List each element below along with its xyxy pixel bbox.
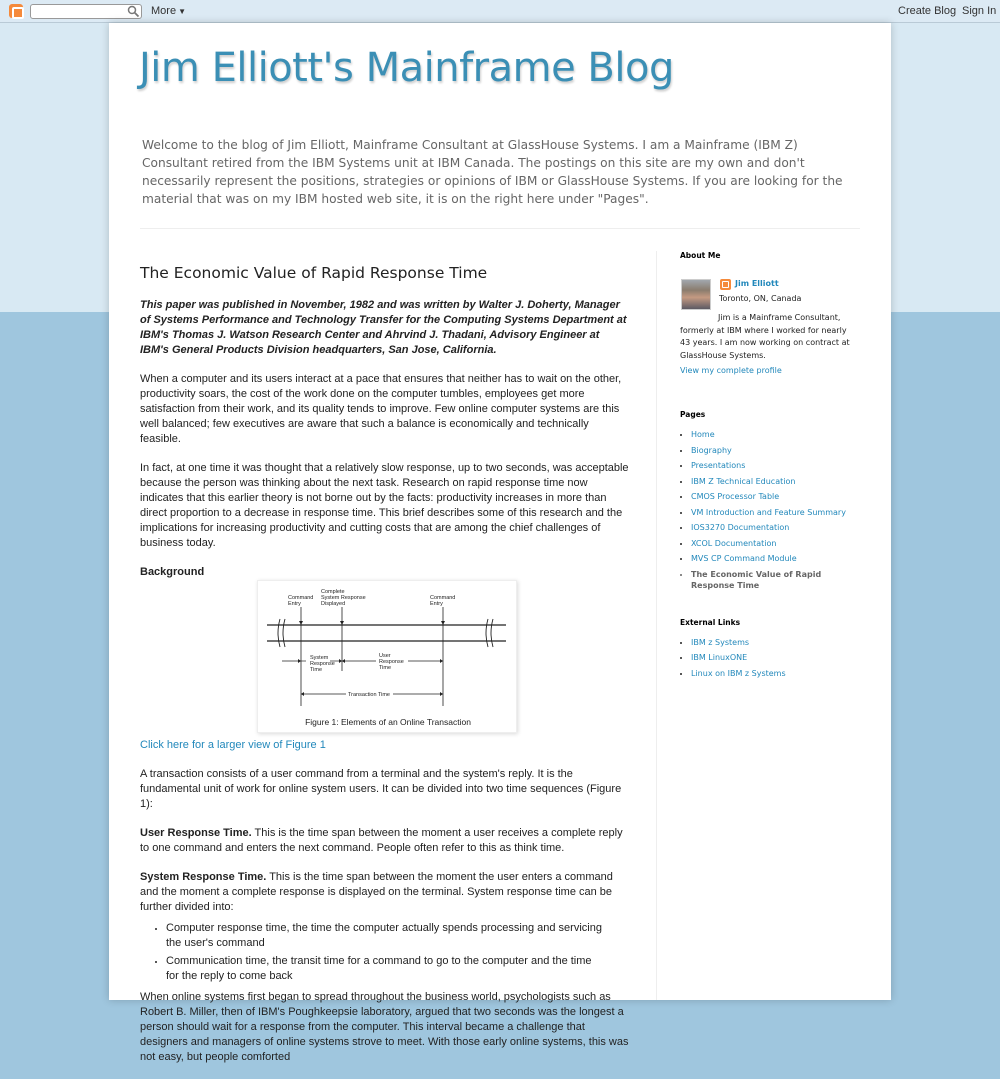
blog-title[interactable]: Jim Elliott's Mainframe Blog: [139, 45, 674, 91]
page-link-ios3270[interactable]: IOS3270 Documentation: [691, 523, 790, 532]
page-item: [691, 553, 860, 564]
page-link-vm-introduction[interactable]: VM Introduction and Feature Summary: [691, 507, 846, 517]
page-item: [691, 538, 860, 549]
link-ibm-z-systems[interactable]: IBM z Systems: [691, 637, 750, 647]
figure-caption: Figure 1: Elements of an Online Transaction: [305, 717, 471, 727]
navbar: [0, 0, 1000, 23]
page-link-xcol[interactable]: XCOL Documentation: [691, 538, 777, 548]
user-response-time-text: This is the time span between the moment a user receives a complete reply to one command and enters the next command. People often refer to this as think time.: [140, 827, 623, 854]
view-profile-link[interactable]: View my complete profile: [680, 366, 782, 375]
post-paragraph: When online systems first began to spread throughout the business world, psychologists such as Robert B. Miller, then of IBM's Poughkeepsie laboratory, argued that two seconds was the longest a person should wait for a response from the computer. This interval became a challenge that designers and managers of online systems strove to meet. With those early online systems, this was not easy, but people comforted: [140, 991, 629, 1063]
more-menu-button[interactable]: [151, 5, 186, 17]
page-item: [691, 445, 860, 456]
figure-label: Response: [379, 659, 404, 665]
search-icon[interactable]: [127, 5, 140, 18]
pages-heading: Pages: [680, 410, 706, 419]
user-response-time-term: User Response Time.: [140, 827, 252, 839]
transaction-diagram: [258, 581, 518, 734]
system-response-time-text: This is the time span between the moment the user enters a command and the moment a complete response is displayed on the terminal. System response time can be further divided into:: [140, 871, 613, 913]
post-title: The Economic Value of Rapid Response Time: [140, 264, 488, 282]
figure-label: System Response: [321, 595, 366, 601]
profile-widget: [680, 260, 860, 380]
profile-bio: Jim is a Mainframe Consultant, formerly at IBM where I worked for nearly 43 years. I am now working on contract at GlassHouse Systems.: [680, 313, 850, 360]
figure-label: Time: [310, 667, 323, 673]
response-time-list: [140, 921, 630, 984]
create-blog-link[interactable]: Create Blog: [898, 5, 957, 17]
page-item: [691, 522, 860, 533]
link-item: [691, 637, 860, 648]
figure-1[interactable]: [257, 580, 517, 733]
search-input[interactable]: [30, 4, 142, 19]
caret-down-icon: ▼: [178, 7, 186, 16]
page-item: [691, 460, 860, 471]
page-link-home[interactable]: Home: [691, 430, 715, 439]
link-ibm-linuxone[interactable]: IBM LinuxONE: [691, 653, 748, 662]
post-paragraph: In fact, at one time it was thought that a relatively slow response, up to two seconds, was acceptable because the person was thinking about the next task. Research on rapid response time now indicates that this earlier theory is not borne out by the facts: productivity increases in more than direct proportion to a decrease in response time. This brief describes some of this research and the implications for increasing productivity and cutting costs that are among the chief challenges of business today.: [140, 462, 629, 549]
external-links-widget: [680, 618, 860, 679]
figure-label: Entry: [430, 601, 443, 607]
more-label: More: [151, 5, 177, 17]
profile-name-link[interactable]: Jim Elliott: [735, 279, 779, 288]
figure-larger-view-link[interactable]: Click here for a larger view of Figure 1: [140, 739, 326, 751]
about-me-heading: About Me: [680, 251, 721, 260]
link-item: [691, 668, 860, 679]
page-link-biography[interactable]: Biography: [691, 445, 732, 455]
header-divider: [140, 228, 860, 229]
external-links-heading: External Links: [680, 617, 741, 627]
column-divider: [656, 251, 657, 1000]
system-response-time-term: System Response Time.: [140, 871, 267, 883]
page-item-current: • The Economic Value of Rapid Response Time: [691, 569, 860, 591]
page-link-mvs-cp[interactable]: MVS CP Command Module: [691, 554, 797, 563]
list-item: • Communication time, the transit time for a command to go to the computer and the time for the reply to come back: [166, 954, 606, 984]
main-card: [109, 23, 891, 1063]
page-item: [691, 429, 860, 440]
page-link-presentations[interactable]: Presentations: [691, 461, 746, 470]
page-item: [691, 507, 860, 518]
sidebar: [680, 251, 860, 683]
figure-label: Response: [310, 661, 335, 667]
page-link-ibm-z-education[interactable]: IBM Z Technical Education: [691, 476, 796, 486]
post-intro: This paper was published in November, 1982 and was written by Walter J. Doherty, Manager of Systems Performance and Technology Transfer for the Computing Systems Department at IBM's Thomas J. Watson Research Center and Ahrvind J. Thadani, Advisory Engineer at IBM's General Products Division headquarters, San Jose, California.: [140, 299, 627, 356]
avatar[interactable]: [681, 279, 711, 310]
external-links-list: [680, 637, 860, 679]
pages-widget: [680, 410, 860, 591]
post-paragraph: [140, 826, 630, 856]
blog-description: Welcome to the blog of Jim Elliott, Mainframe Consultant at GlassHouse Systems. I am a Mainframe (IBM Z) Consultant retired from the IBM Systems unit at IBM Canada. The postings on this site are my own and don't necessarily represent the positions, strategies or opinions of IBM or GlassHouse Systems. If you are looking for the material that was on my IBM hosted web site, it is on the right here under "Pages".: [142, 138, 843, 206]
profile-location: Toronto, ON, Canada: [719, 294, 802, 303]
sign-in-link[interactable]: Sign In: [962, 5, 997, 17]
link-item: [691, 652, 860, 663]
post-paragraph: When a computer and its users interact at a pace that ensures that neither has to wait on the other, productivity soars, the cost of the work done on the computer tumbles, employees get more satisfaction from their work, and its quality tends to improve. Few online computer systems are this well balanced; few executives are aware that such a balance is economically and technically feasible.: [140, 373, 622, 445]
post-paragraph: A transaction consists of a user command from a terminal and the system's reply. It is the fundamental unit of work for online system users. It can be divided into two time sequences (Figure 1):: [140, 768, 622, 810]
figure-label: User: [379, 653, 391, 659]
figure-label: Time: [379, 665, 392, 671]
figure-label: Entry: [288, 601, 301, 607]
page-item: [691, 491, 860, 502]
pages-list: [680, 429, 860, 591]
page-item: [691, 476, 860, 487]
figure-label: Command: [288, 595, 314, 601]
blogger-logo-icon[interactable]: [9, 4, 23, 18]
figure-label: Complete: [321, 589, 345, 595]
figure-label: Command: [430, 595, 456, 601]
figure-label: Displayed: [321, 601, 346, 607]
post-paragraph: [140, 870, 630, 915]
post: [140, 266, 630, 1079]
blogger-profile-icon: [720, 279, 731, 290]
page-link-cmos-table[interactable]: CMOS Processor Table: [691, 492, 780, 501]
background-heading: Background: [140, 566, 205, 578]
list-item: • Computer response time, the time the computer actually spends processing and servicing the user's command: [166, 921, 606, 951]
figure-label: Transaction Time: [348, 692, 390, 698]
figure-label: System: [310, 655, 329, 661]
link-linux-on-z[interactable]: Linux on IBM z Systems: [691, 668, 786, 678]
